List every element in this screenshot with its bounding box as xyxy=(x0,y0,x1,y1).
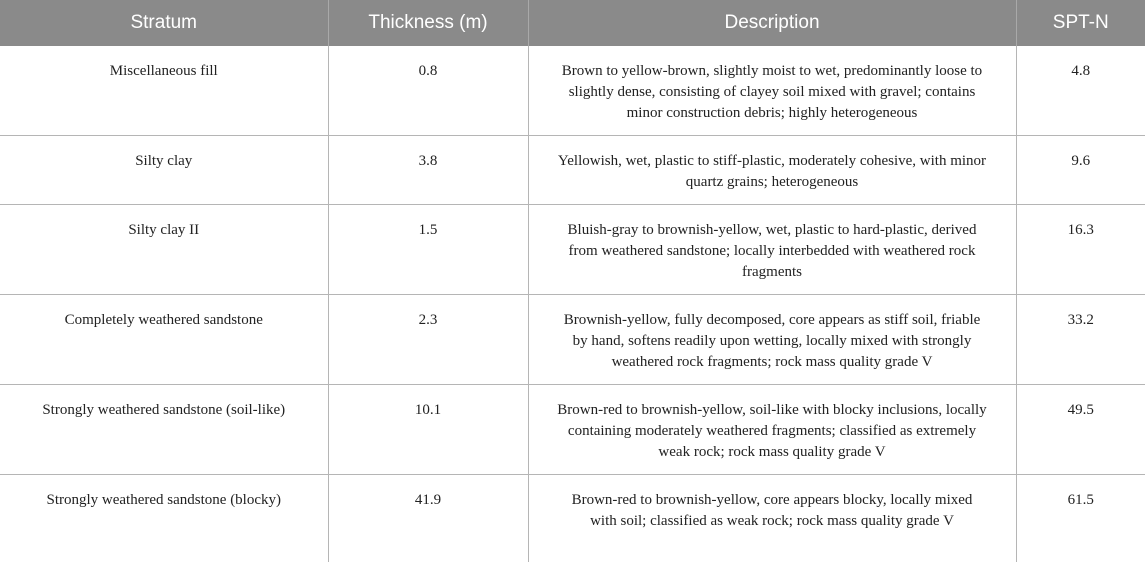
cell-spt-n: 9.6 xyxy=(1016,136,1145,205)
table-row xyxy=(0,385,1145,475)
cell-stratum: Miscellaneous fill xyxy=(0,46,328,136)
table-row xyxy=(0,295,1145,385)
table-row xyxy=(0,475,1145,562)
table-header xyxy=(0,0,1145,46)
cell-thickness: 0.8 xyxy=(328,46,528,136)
cell-spt-n: 33.2 xyxy=(1016,295,1145,385)
cell-spt-n: 49.5 xyxy=(1016,385,1145,475)
table-body xyxy=(0,46,1145,562)
cell-spt-n: 16.3 xyxy=(1016,205,1145,295)
table-row xyxy=(0,136,1145,205)
cell-stratum: Silty clay II xyxy=(0,205,328,295)
cell-spt-n: 61.5 xyxy=(1067,492,1094,508)
cell-stratum: Completely weathered sandstone xyxy=(0,295,328,385)
header-thickness: Thickness (m) xyxy=(328,0,528,46)
cell-thickness: 10.1 xyxy=(328,385,528,475)
cell-description: Brown to yellow-brown, slightly moist to wet, predominantly loose to slightly dense, consisting of clayey soil mixed with gravel; contains minor construction debris; highly heterogeneous xyxy=(528,46,1016,136)
header-row xyxy=(0,0,1145,46)
table-row xyxy=(0,205,1145,295)
cell-stratum: Silty clay xyxy=(0,136,328,205)
header-description: Description xyxy=(528,0,1016,46)
cell-thickness: 3.8 xyxy=(328,136,528,205)
cell-thickness: 41.9 xyxy=(328,475,528,562)
cell-thickness: 1.5 xyxy=(328,205,528,295)
cell-description: Yellowish, wet, plastic to stiff-plastic, moderately cohesive, with minor quartz grains; heterogeneous xyxy=(528,136,1016,205)
table-row xyxy=(0,46,1145,136)
cell-thickness: 2.3 xyxy=(328,295,528,385)
cell-stratum: Strongly weathered sandstone (blocky) xyxy=(0,475,328,562)
cell-description: Brownish-yellow, fully decomposed, core appears as stiff soil, friable by hand, softens readily upon wetting, locally mixed with strongly weathered rock fragments; rock mass quality grade V xyxy=(528,295,1016,385)
cell-description: Brown-red to brownish-yellow, core appears blocky, locally mixed with soil; classified as weak rock; rock mass quality grade V xyxy=(528,475,1016,562)
cell-description: Bluish-gray to brownish-yellow, wet, plastic to hard-plastic, derived from weathered sandstone; locally interbedded with weathered rock fragments xyxy=(528,205,1016,295)
header-stratum: Stratum xyxy=(0,0,328,46)
cell-stratum: Strongly weathered sandstone (soil-like) xyxy=(0,385,328,475)
cell-description: Brown-red to brownish-yellow, soil-like with blocky inclusions, locally containing moderately weathered fragments; classified as extremely weak rock; rock mass quality grade V xyxy=(528,385,1016,475)
cell-spt-n: 4.8 xyxy=(1016,46,1145,136)
header-spt-n: SPT-N xyxy=(1016,0,1145,46)
